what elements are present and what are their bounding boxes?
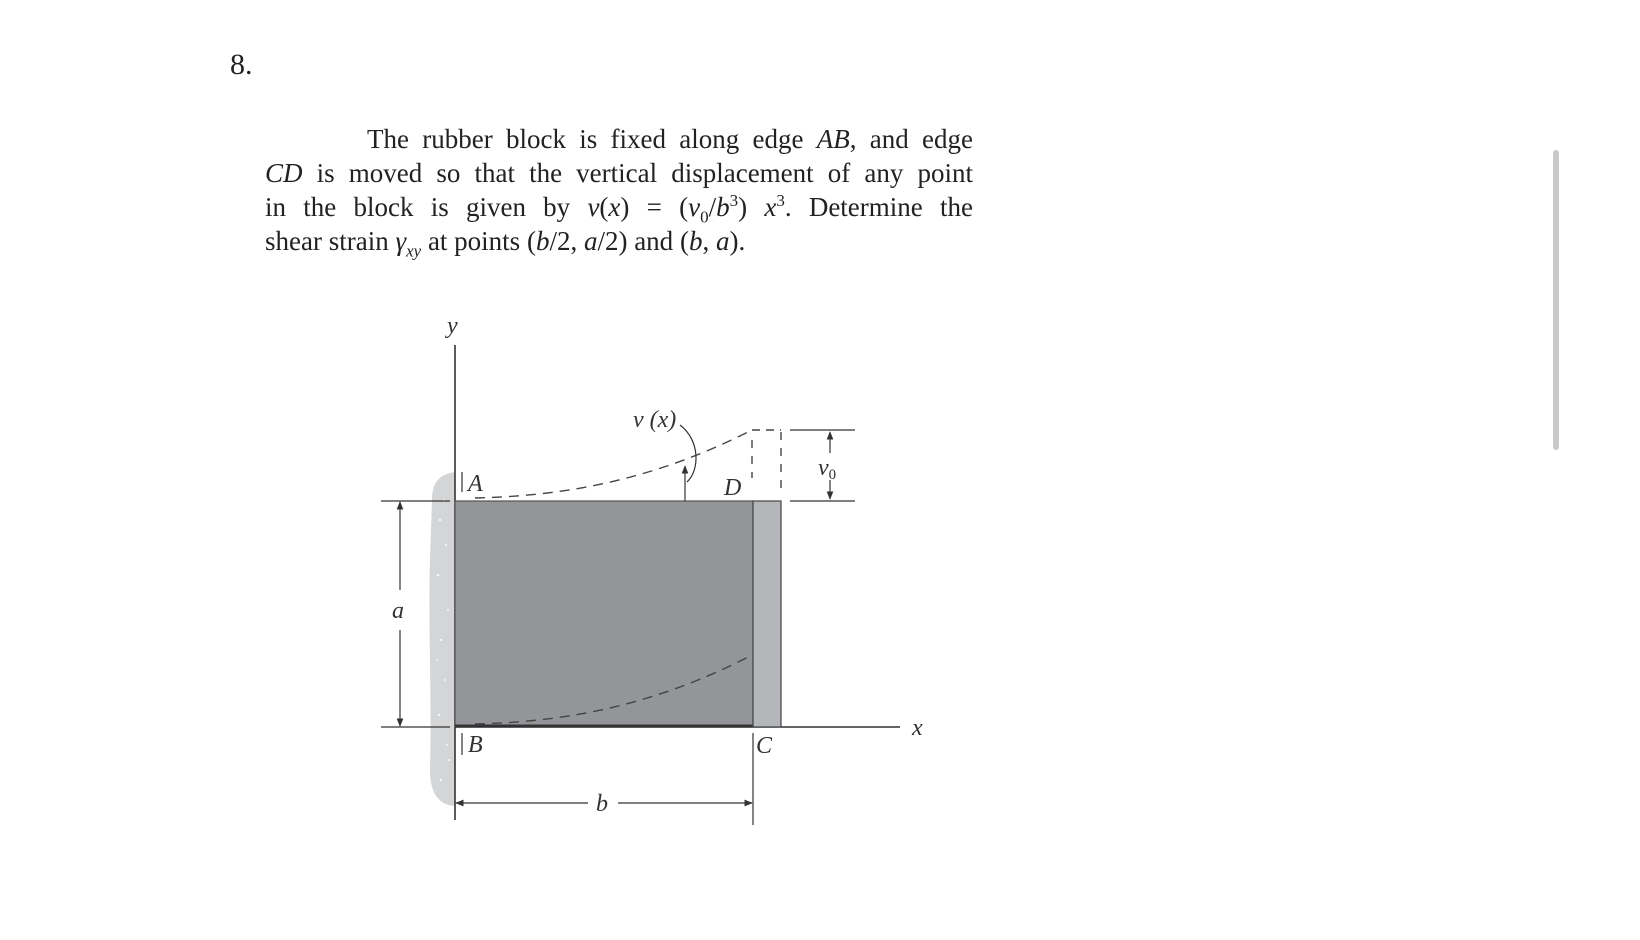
problem-line-2: CD is moved so that the vertical displacement of any point <box>265 158 973 188</box>
dim-b-label: b <box>596 791 608 817</box>
gamma-symbol: γ <box>395 226 407 256</box>
corner-d-label: D <box>724 475 742 501</box>
problem-line-1: The rubber block is fixed along edge AB, and edge <box>367 124 974 154</box>
point-one: (b/2, a/2) <box>526 226 628 256</box>
fixed-wall <box>429 472 455 806</box>
dim-a-label: a <box>392 598 404 624</box>
y-axis-label: y <box>447 313 458 339</box>
corner-b-label: B <box>468 732 483 758</box>
question-number: 8. <box>230 48 253 81</box>
problem-line-4: shear strain $\gamma_{xy}$ at points (b/2, a/2) and (b, a). <box>265 226 746 261</box>
displacement-formula: $v(x) = (v_0/b^3)$ $x^3$ <box>587 191 785 227</box>
x-axis-label: x <box>912 715 923 741</box>
gamma-subscript: xy <box>406 241 422 261</box>
rubber-block <box>455 501 753 727</box>
scrollbar-thumb[interactable] <box>1553 150 1559 450</box>
edge-ab: AB <box>816 124 850 154</box>
point-two: (b, a) <box>679 226 739 256</box>
displaced-edge-strip <box>753 501 781 727</box>
corner-a-label: A <box>468 471 483 497</box>
vx-leader-line <box>680 425 696 482</box>
corner-c-label: C <box>756 733 773 759</box>
problem-line-3: in the block is given by $v(x) = (v_0/b^3)$ $x^3$. Determine the <box>265 191 973 227</box>
dim-v0-label: v0 <box>818 455 837 483</box>
deformed-top-curve <box>475 430 752 498</box>
vx-label: v (x) <box>633 407 677 433</box>
edge-cd: CD <box>265 158 303 188</box>
